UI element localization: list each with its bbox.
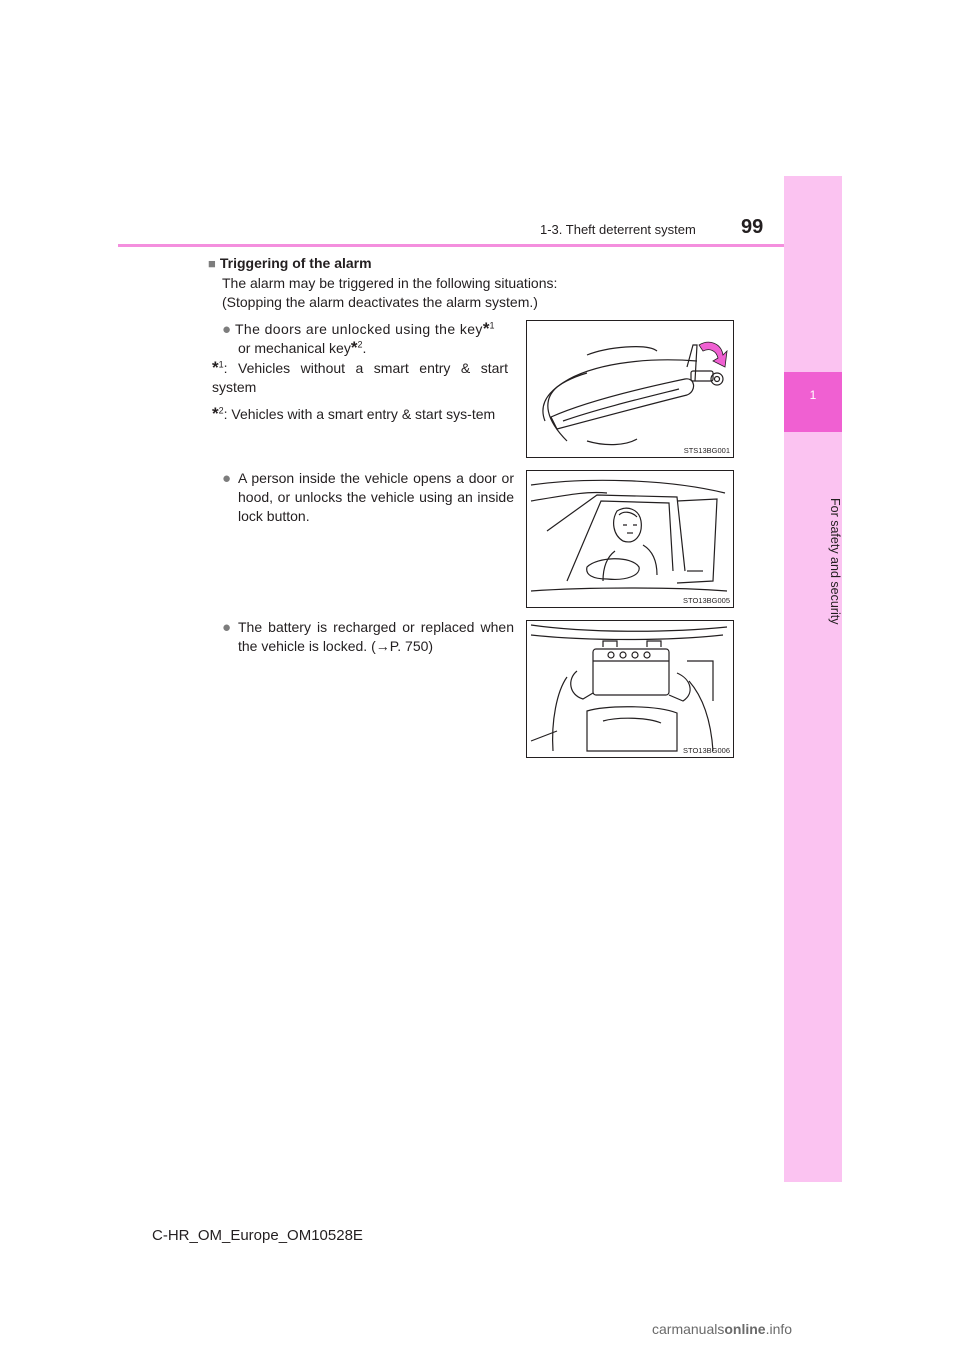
circle-bullet-icon: ● — [222, 619, 232, 636]
intro-line-1: The alarm may be triggered in the following situations: — [222, 275, 558, 291]
document-id: C-HR_OM_Europe_OM10528E — [152, 1227, 363, 1244]
heading-text: Triggering of the alarm — [219, 255, 372, 271]
footnote-2-number: 2 — [218, 405, 224, 416]
chapter-title: For safety and security — [828, 497, 842, 625]
note-marker: * — [212, 404, 219, 423]
figure-person-in-vehicle — [526, 470, 734, 608]
arrow-icon — [699, 342, 727, 367]
chapter-number: 1 — [809, 388, 817, 402]
note-marker: * — [212, 358, 219, 377]
bullet-item-2: A person inside the vehicle opens a door or hood, or unlocks the vehicle using an inside lock button. — [238, 470, 514, 524]
door-handle-illustration — [527, 321, 733, 457]
footnote-1-text: : Vehicles without a smart entry & start system — [212, 360, 508, 395]
circle-bullet-icon: ● — [222, 470, 232, 487]
footnote-1-number: 1 — [218, 359, 224, 370]
watermark-prefix: carmanuals — [652, 1321, 725, 1337]
footnote-1 — [212, 359, 508, 397]
battery-illustration — [527, 621, 733, 757]
footnote-2-text: : Vehicles with a smart entry & start sys-tem — [223, 406, 496, 422]
watermark — [652, 1321, 792, 1337]
footnote-2 — [212, 405, 508, 424]
square-bullet-icon: ■ — [208, 256, 216, 271]
bullet-item-3: The battery is recharged or replaced when the vehicle is locked. (→P. 750) — [238, 619, 514, 654]
vehicle-interior-illustration — [527, 471, 733, 607]
watermark-suffix: .info — [765, 1321, 793, 1337]
bullet-1-text-b: or mechanical key — [238, 340, 351, 356]
note-ref-1: 1 — [489, 320, 495, 331]
figure-door-handle-key — [526, 320, 734, 458]
chapter-side-tab — [784, 176, 842, 1182]
note-marker: * — [482, 319, 490, 338]
bullet-item-1 — [222, 320, 494, 339]
figure-code: STS13BG001 — [683, 446, 730, 455]
bullet-1-text-a: The doors are unlocked using the key — [234, 321, 483, 337]
section-title: 1-3. Theft deterrent system — [540, 222, 696, 237]
bullet-item-1-line-2: or mechanical key*$^2$. — [238, 338, 367, 357]
chapter-number-box — [784, 372, 842, 432]
watermark-bold: online — [724, 1321, 766, 1337]
figure-code: STO13BG005 — [683, 596, 730, 605]
page-number: 99 — [741, 216, 764, 238]
intro-line-2: (Stopping the alarm deactivates the alarm system.) — [222, 294, 538, 310]
section-heading — [208, 254, 372, 273]
figure-code: STO13BG006 — [683, 746, 730, 755]
circle-bullet-icon: ● — [222, 321, 232, 338]
note-marker: * — [350, 338, 358, 357]
figure-battery-replacement — [526, 620, 734, 758]
header-rule — [118, 244, 784, 247]
note-ref-2: 2 — [357, 339, 363, 350]
